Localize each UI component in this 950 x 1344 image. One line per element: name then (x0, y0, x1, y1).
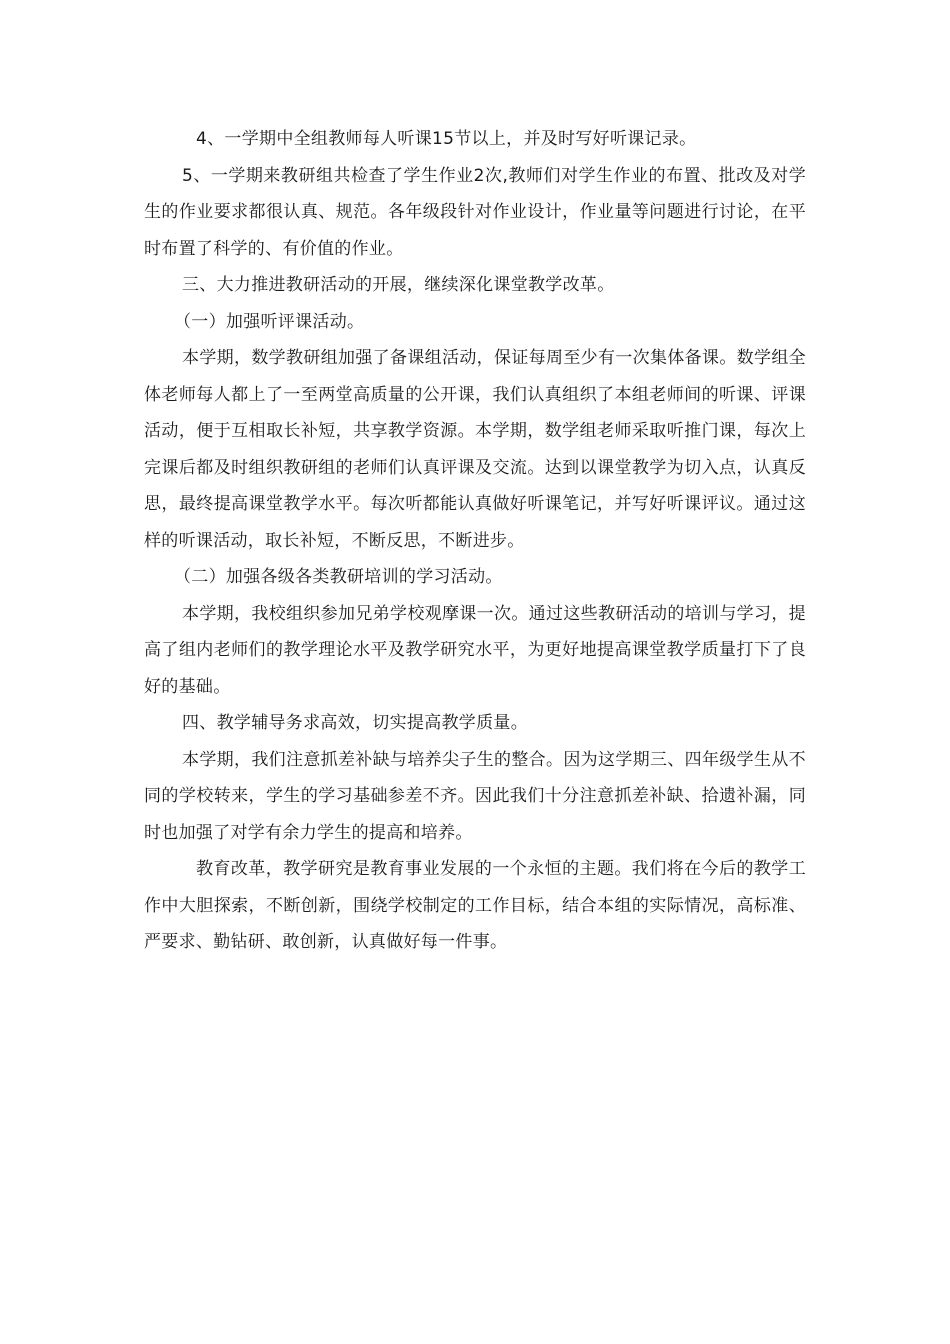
paragraph-conclusion: 教育改革，教学研究是教育事业发展的一个永恒的主题。我们将在今后的教学工作中大胆探索，不断创新，围绕学校制定的工作目标，结合本组的实际情况，高标准、严要求、勤钻研、敢创新，认真做好每一件事。 (144, 859, 806, 952)
paragraph-homework-check: 5、一学期来教研组共检查了学生作业2次,教师们对学生作业的布置、批改及对学生的作业要求都很认真、规范。各年级段针对作业设计，作业量等问题进行讨论，在平时布置了科学的、有价值的作业。 (144, 165, 806, 259)
paragraph-training: 本学期，我校组织参加兄弟学校观摩课一次。通过这些教研活动的培训与学习，提高了组内老师们的教学理论水平及教学研究水平，为更好地提高课堂教学质量打下了良好的基础。 (144, 603, 806, 697)
document-body (144, 121, 806, 961)
paragraph-lesson-evaluation: 本学期，数学教研组加强了备课组活动，保证每周至少有一次集体备课。数学组全体老师每人都上了一至两堂高质量的公开课，我们认真组织了本组老师间的听课、评课活动，便于互相取长补短，共享教学资源。本学期，数学组老师采取听推门课，每次上完课后都及时组织教研组的老师们认真评课及交流。达到以课堂教学为切入点，认真反思，最终提高课堂教学水平。每次听都能认真做好听课笔记，并写好听课评议。通过这样的听课活动，取长补短，不断反思，不断进步。 (144, 348, 806, 551)
heading-subsection-one: （一）加强听评课活动。 (174, 311, 365, 332)
paragraph-listening-records: 4、一学期中全组教师每人听课15节以上，并及时写好听课记录。 (196, 129, 697, 149)
heading-section-four: 四、教学辅导务求高效，切实提高教学质量。 (182, 713, 528, 733)
heading-subsection-two: （二）加强各级各类教研培训的学习活动。 (174, 567, 503, 587)
paragraph-tutoring: 本学期，我们注意抓差补缺与培养尖子生的整合。因为这学期三、四年级学生从不同的学校转来，学生的学习基础参差不齐。因此我们十分注意抓差补缺、拾遗补漏，同时也加强了对学有余力学生的提高和培养。 (144, 749, 806, 843)
heading-section-three: 三、大力推进教研活动的开展，继续深化课堂教学改革。 (182, 275, 615, 295)
